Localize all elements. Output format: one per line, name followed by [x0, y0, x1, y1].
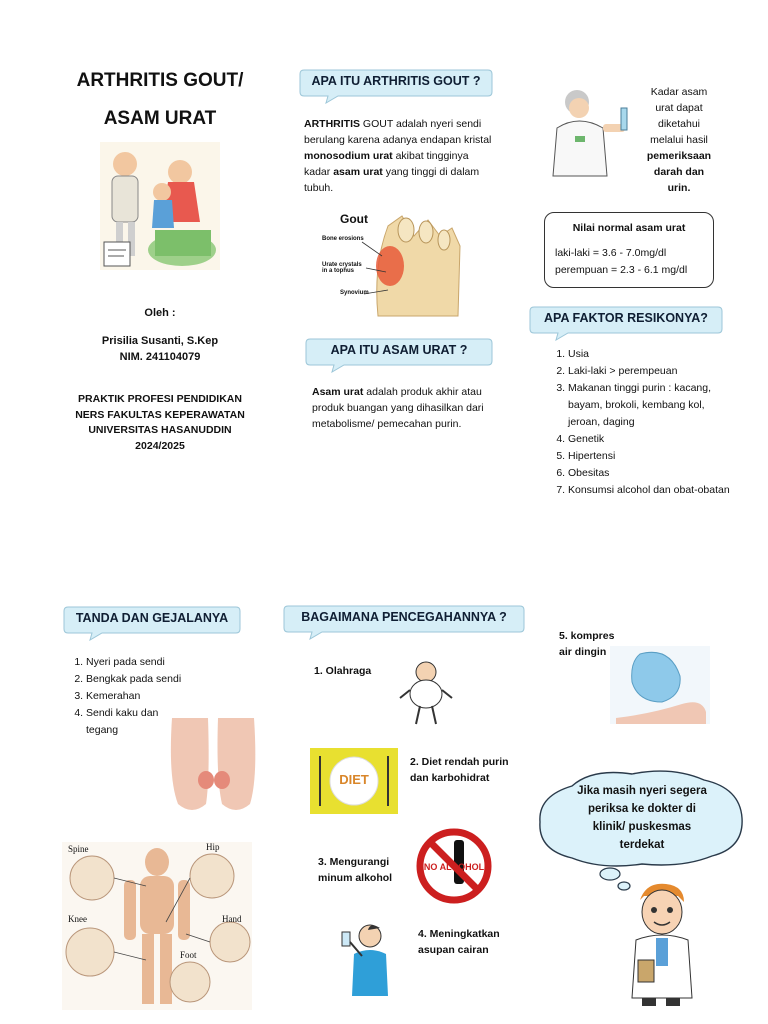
institution-line: NERS FAKULTAS KEPERAWATAN [75, 408, 245, 421]
gout-def-bold: asam urat [333, 166, 383, 178]
figure-label: Bone erosions [322, 236, 364, 242]
list-item: 1. Nyeri pada sendi [86, 654, 246, 671]
gout-def-text: yang tinggi di dalam tubuh. [304, 166, 480, 194]
figure-label: Urate crystals in a tophus [322, 262, 362, 274]
gout-term: ARTHRITIS [304, 118, 360, 130]
kadar-line: melalui hasil [650, 134, 708, 146]
gout-definition [304, 116, 492, 196]
list-item: 2. Bengkak pada sendi [86, 671, 246, 688]
drinking-water-illustration [334, 920, 396, 996]
banner-faktor-resiko [528, 305, 724, 339]
body-label: Spine [68, 844, 89, 854]
diet-plate-image [310, 748, 398, 814]
list-item: 3. Kemerahan [86, 688, 246, 705]
kadar-bold-line: darah dan [653, 166, 705, 178]
list-item: 7. Konsumsi alcohol dan obat-obatan [568, 482, 736, 499]
no-alcohol-sign [414, 826, 494, 906]
kadar-bold-line: pemeriksaan [646, 150, 712, 162]
banner-label: APA ITU ARTHRITIS GOUT ? [311, 74, 481, 88]
banner-pencegahan [282, 604, 526, 638]
asam-term: Asam urat [312, 386, 364, 398]
normal-box-title: Nilai normal asam urat [572, 222, 686, 234]
doctor-illustration [626, 880, 696, 1006]
body-label: Knee [68, 914, 87, 924]
scientist-illustration [545, 84, 637, 180]
banner-label: TANDA DAN GEJALANYA [75, 611, 229, 625]
list-item: 3. Makanan tinggi purin : kacang, bayam, brokoli, kembang kol, jeroan, daging [568, 380, 736, 431]
author-name: Prisilia Susanti, S.Kep [101, 335, 219, 347]
body-joints-diagram [62, 842, 252, 1010]
figure-label: Synovium [340, 290, 369, 296]
prevention-item-5: 5. kompres air dingin [559, 630, 615, 658]
asam-urat-definition [312, 384, 492, 432]
risk-factor-list [546, 346, 736, 499]
institution-line: UNIVERSITAS HASANUDDIN [88, 424, 232, 436]
asam-def-text: adalah produk akhir atau produk buangan yang dihasilkan dari metabolisme/ pemecahan purin. [312, 386, 484, 430]
list-item: 4. Sendi kaku dan tegang [86, 705, 192, 739]
gout-def-text: akibat tingginya kadar [304, 150, 469, 178]
list-item: 4. Genetik [568, 431, 736, 448]
kadar-line: Kadar asam [650, 86, 708, 98]
prevention-item-2: 2. Diet rendah purin dan karbohidrat [410, 756, 509, 784]
gout-cartoon-image [100, 142, 220, 270]
prevention-item-1: 1. Olahraga [314, 665, 372, 677]
kadar-bold-line: urin. [667, 182, 691, 194]
no-alcohol-text: NO ALCOHOL [423, 862, 485, 872]
gout-figure-title: Gout [340, 212, 368, 226]
normal-female: perempuan = 2.3 - 6.1 mg/dl [555, 264, 688, 276]
body-label: Hand [222, 914, 242, 924]
institution-line: PRAKTIK PROFESI PENDIDIKAN [78, 393, 242, 405]
banner-apa-itu-asam-urat [304, 337, 494, 371]
title-line-2: ASAM URAT [103, 108, 217, 129]
institution-block [50, 392, 270, 454]
kadar-line: urat dapat [655, 102, 703, 114]
diet-plate-text: DIET [339, 772, 369, 787]
body-label: Foot [180, 950, 197, 960]
thought-cloud [532, 766, 752, 892]
body-label: Hip [206, 842, 220, 852]
list-item: 5. Hipertensi [568, 448, 736, 465]
banner-label: APA FAKTOR RESIKONYA? [544, 311, 708, 325]
normal-male: laki-laki = 3.6 - 7.0mg/dl [555, 247, 667, 259]
kadar-line: diketahui [657, 118, 701, 130]
author-nim: NIM. 241104079 [119, 351, 201, 363]
banner-tanda-gejala [62, 605, 242, 639]
exercise-illustration [398, 660, 454, 726]
title-line-1: ARTHRITIS GOUT/ [76, 70, 244, 91]
normal-value-box [544, 212, 714, 288]
list-item: 2. Laki-laki > perempeuan [568, 363, 736, 380]
banner-label: APA ITU ASAM URAT ? [330, 343, 468, 357]
prevention-item-3: 3. Mengurangi minum alkohol [318, 856, 393, 884]
institution-line: 2024/2025 [135, 439, 185, 452]
gout-foot-diagram [318, 206, 470, 318]
oleh-label: Oleh : [144, 307, 176, 319]
list-item: 1. Usia [568, 346, 736, 363]
banner-label: BAGAIMANA PENCEGAHANNYA ? [301, 610, 507, 624]
kadar-text [638, 84, 720, 196]
swollen-feet-image [166, 718, 260, 816]
prevention-item-4: 4. Meningkatkan asupan cairan [418, 928, 500, 956]
gout-def-bold: monosodium urat [304, 150, 393, 162]
cloud-text: Jika masih nyeri segera periksa ke dokter di klinik/ puskesmas terdekat [577, 785, 707, 851]
gout-def-text: GOUT adalah nyeri sendi berulang karena adanya endapan kristal [304, 118, 492, 146]
banner-apa-itu-gout [298, 68, 494, 102]
cold-compress-image [610, 646, 710, 724]
list-item: 6. Obesitas [568, 465, 736, 482]
